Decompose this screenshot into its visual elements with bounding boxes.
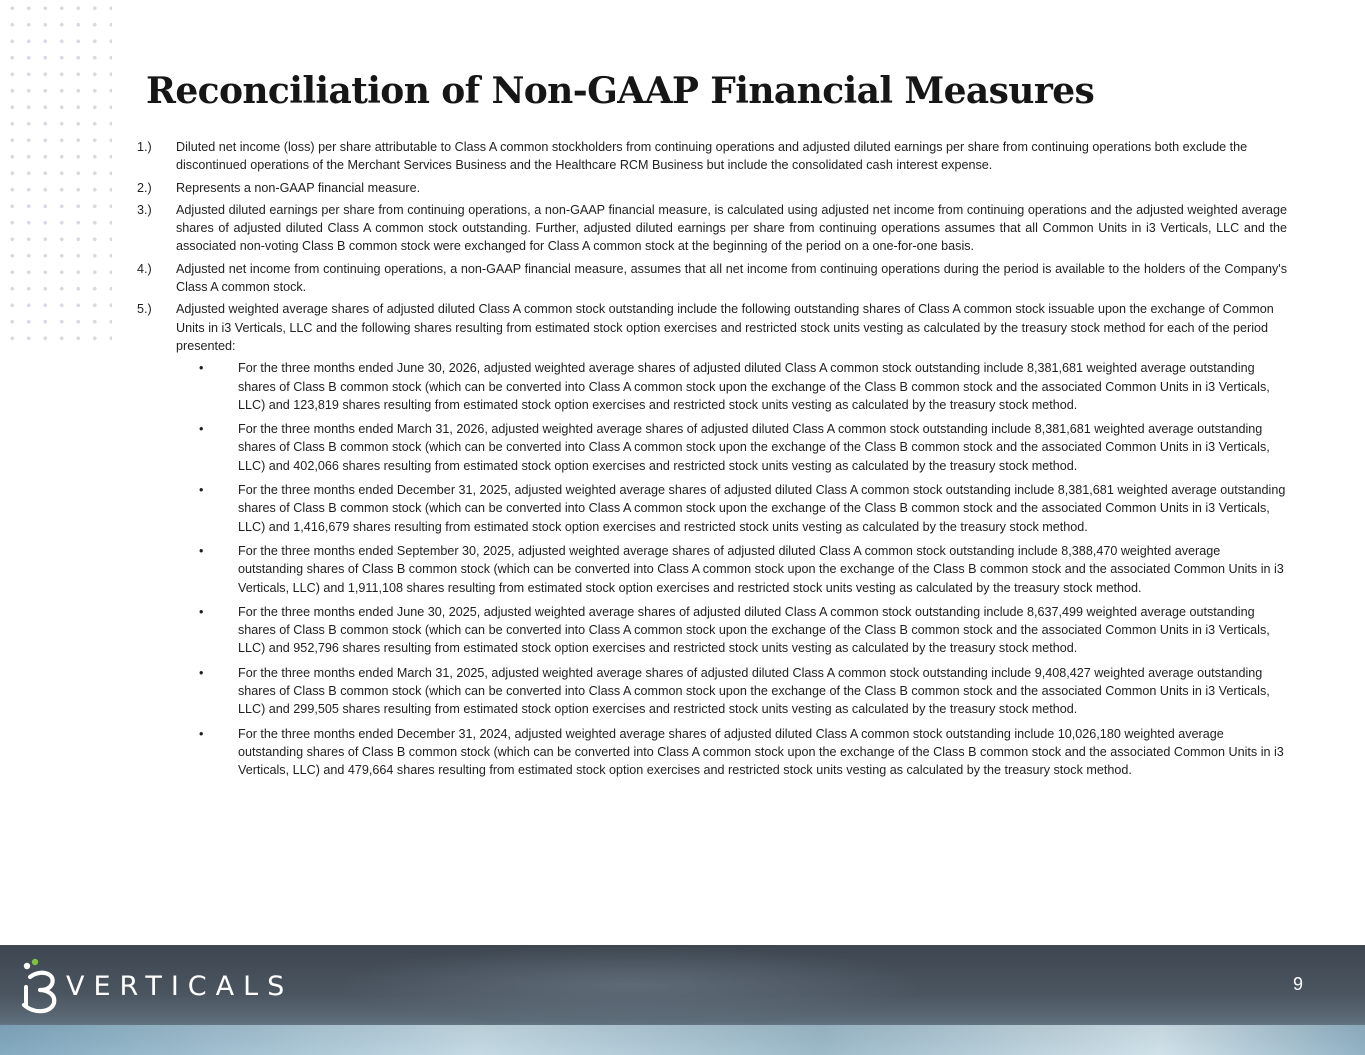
footnote-number: 1.) [137, 140, 152, 154]
bullet-item [199, 603, 1287, 658]
footnote-text: Represents a non-GAAP financial measure. [176, 180, 421, 195]
bullet-text: For the three months ended December 31, 2024, adjusted weighted average shares of adjusted diluted Class A common stock outstanding include 10,026,180 weighted average outstanding shares of Class B common stock (which can be converted into Class A common stock upon the exchange of the Class B common stock and the associated Common Units in i3 Verticals, LLC) and 479,664 shares resulting from estimated stock option exercises and restricted stock units vesting as calculated by the treasury stock method. [238, 726, 1284, 778]
bullet-item [199, 542, 1287, 597]
bullet-item [199, 725, 1287, 780]
bullet-text: For the three months ended June 30, 2025, adjusted weighted average shares of adjusted diluted Class A common stock outstanding include 8,637,499 weighted average outstanding shares of Class B common stock (which can be converted into Class A common stock upon the exchange of the Class B common stock and the associated Common Units in i3 Verticals, LLC) and 952,796 shares resulting from estimated stock option exercises and restricted stock units vesting as calculated by the treasury stock method. [238, 604, 1270, 656]
bullet-text: For the three months ended June 30, 2026, adjusted weighted average shares of adjusted diluted Class A common stock outstanding include 8,381,681 weighted average outstanding shares of Class B common stock (which can be converted into Class A common stock upon the exchange of the Class B common stock and the associated Common Units in i3 Verticals, LLC) and 123,819 shares resulting from estimated stock option exercises and restricted stock units vesting as calculated by the treasury stock method. [238, 361, 1270, 412]
footnote-number: 3.) [137, 202, 152, 217]
bullet-symbol: • [199, 361, 204, 376]
company-logo [18, 957, 294, 1015]
bullet-text: For the three months ended March 31, 2026, adjusted weighted average shares of adjusted diluted Class A common stock outstanding include 8,381,681 weighted average outstanding shares of Class B common stock (which can be converted into Class A common stock upon the exchange of the Class B common stock and the associated Common Units in i3 Verticals, LLC) and 402,066 shares resulting from estimated stock option exercises and restricted stock units vesting as calculated by the treasury stock method. [238, 422, 1270, 473]
footnote-1 [137, 138, 1287, 175]
bullet-text: For the three months ended September 30, 2025, adjusted weighted average shares of adjusted diluted Class A common stock outstanding include 8,388,470 weighted average outstanding shares of Class B common stock (which can be converted into Class A common stock upon the exchange of the Class B common stock and the associated Common Units in i3 Verticals, LLC) and 1,911,108 shares resulting from estimated stock option exercises and restricted stock units vesting as calculated by the treasury stock method. [238, 543, 1284, 595]
page-number: 9 [1292, 974, 1303, 994]
footnote-number: 4.) [137, 261, 152, 276]
footnote-text: Adjusted net income from continuing operations, a non-GAAP financial measure, assumes that all net income from continuing operations during the period is available to the holders of the Company's Class A common stock. [176, 261, 1287, 295]
footnote-5 [137, 300, 1287, 355]
footnote-number: 5.) [137, 302, 152, 317]
bullet-item [199, 664, 1287, 719]
bullet-text: For the three months ended December 31, 2025, adjusted weighted average shares of adjusted diluted Class A common stock outstanding include 8,381,681 weighted average outstanding shares of Class B common stock (which can be converted into Class A common stock upon the exchange of the Class B common stock and the associated Common Units in i3 Verticals, LLC) and 1,416,679 shares resulting from estimated stock option exercises and restricted stock units vesting as calculated by the treasury stock method. [238, 483, 1286, 534]
bullet-item [199, 359, 1287, 414]
bullet-symbol: • [199, 483, 204, 498]
bullet-symbol: • [199, 422, 204, 437]
bullet-text: For the three months ended March 31, 2025, adjusted weighted average shares of adjusted diluted Class A common stock outstanding include 9,408,427 weighted average outstanding shares of Class B common stock (which can be converted into Class A common stock upon the exchange of the Class B common stock and the associated Common Units in i3 Verticals, LLC) and 299,505 shares resulting from estimated stock option exercises and restricted stock units vesting as calculated by the treasury stock method. [238, 665, 1270, 717]
bullet-symbol: • [199, 726, 204, 741]
share-detail-bullets [199, 359, 1287, 779]
footnote-text: Adjusted diluted earnings per share from continuing operations, a non-GAAP financial measure, is calculated using adjusted net income from continuing operations and the adjusted weighted average shares of adjusted diluted Class A common stock outstanding. Further, adjusted diluted earnings per share from continuing operations assumes that all Common Units in i3 Verticals, LLC and the associated non-voting Class B common stock were exchanged for Class A common stock at the beginning of the period on a one-for-one basis. [176, 202, 1287, 254]
footnote-2 [137, 179, 1287, 197]
footnote-text: Diluted net income (loss) per share attributable to Class A common stockholders from continuing operations and adjusted diluted earnings per share from continuing operations both exclude the discontinued operations of the Merchant Services Business and the Healthcare RCM Business but include the consolidated cash interest expense. [176, 140, 1248, 173]
i3-logo-icon [18, 957, 62, 1015]
bullet-symbol: • [199, 543, 204, 558]
page-title: Reconciliation of Non-GAAP Financial Measures [146, 70, 1095, 112]
footer-background-image [330, 945, 930, 1025]
footer-bar [0, 945, 1365, 1055]
bullet-item [199, 481, 1287, 536]
bullet-item [199, 420, 1287, 475]
footnote-text: Adjusted weighted average shares of adjusted diluted Class A common stock outstanding include the following outstanding shares of Class A common stock issuable upon the exchange of Common Units in i3 Verticals, LLC and the following shares resulting from estimated stock option exercises and restricted stock units vesting as calculated by the treasury stock method for each of the period presented: [176, 302, 1274, 353]
logo-wordmark: VERTICALS [66, 971, 294, 1002]
decorative-dot-grid [4, 0, 112, 350]
footer-bottom-band [0, 1025, 1365, 1055]
footnote-number: 2.) [137, 180, 152, 195]
footnote-3 [137, 201, 1287, 256]
footnotes-list [137, 138, 1287, 786]
bullet-symbol: • [199, 604, 204, 619]
footnote-4 [137, 260, 1287, 297]
bullet-symbol: • [199, 665, 204, 680]
